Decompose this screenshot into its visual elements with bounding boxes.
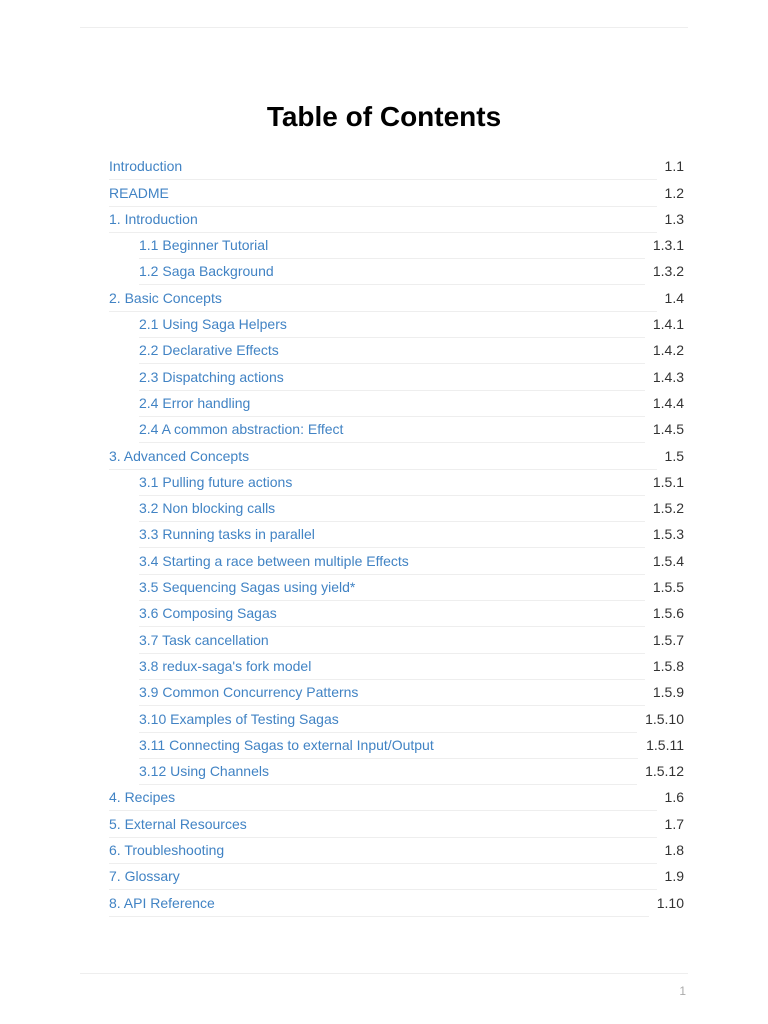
toc-entry-link[interactable]: 5. External Resources [109,815,657,838]
toc-entry [109,391,684,417]
toc-entry-number: 1.9 [664,868,684,885]
toc-entry [109,470,684,496]
toc-entry-link[interactable]: 3.11 Connecting Sagas to external Input/Output [139,736,638,759]
toc-entry [109,285,684,311]
toc-entry-number: 1.5.9 [652,684,684,701]
toc-entry-link[interactable]: 6. Troubleshooting [109,841,657,864]
toc-entry [109,759,684,785]
toc-entry-number: 1.5.3 [652,526,684,543]
toc-entry-number: 1.4.5 [652,421,684,438]
toc-entry-link[interactable]: 2.4 A common abstraction: Effect [139,420,645,443]
toc-entry-link[interactable]: README [109,184,657,207]
toc-entry [109,838,684,864]
toc-entry-number: 1.4.3 [652,368,684,385]
toc-entry [109,522,684,548]
toc-entry [109,654,684,680]
toc-entry-number: 1.5.6 [652,605,684,622]
toc-entry [109,706,684,732]
toc-entry-number: 1.5.4 [652,552,684,569]
toc-entry-link[interactable]: Introduction [109,157,657,180]
toc-entry-number: 1.8 [664,842,684,859]
toc-entry-link[interactable]: 3.8 redux-saga's fork model [139,657,645,680]
toc-entry-link[interactable]: 2.4 Error handling [139,394,645,417]
toc-entry-number: 1.7 [664,815,684,832]
page-title: Table of Contents [266,101,502,132]
toc-entry-link[interactable]: 1.2 Saga Background [139,262,645,285]
toc-entry-number: 1.5.2 [652,500,684,517]
table-of-contents [109,154,684,917]
toc-entry [109,443,684,469]
toc-entry-link[interactable]: 1.1 Beginner Tutorial [139,236,645,259]
toc-entry-link[interactable]: 2. Basic Concepts [109,289,657,312]
toc-entry [109,575,684,601]
toc-entry [109,259,684,285]
top-divider [80,27,688,28]
toc-entry-number: 1.10 [656,894,684,911]
toc-entry-link[interactable]: 3.10 Examples of Testing Sagas [139,710,637,733]
toc-entry [109,627,684,653]
toc-entry-number: 1.2 [664,184,684,201]
toc-entry-link[interactable]: 3.4 Starting a race between multiple Effects [139,552,645,575]
toc-entry-number: 1.5.5 [652,579,684,596]
toc-entry [109,548,684,574]
toc-entry-link[interactable]: 2.1 Using Saga Helpers [139,315,645,338]
toc-entry-link[interactable]: 3.9 Common Concurrency Patterns [139,683,645,706]
toc-entry-number: 1.3.2 [652,263,684,280]
toc-entry [109,680,684,706]
toc-entry [109,207,684,233]
toc-entry-number: 1.4 [664,289,684,306]
toc-entry-link[interactable]: 3.2 Non blocking calls [139,499,645,522]
toc-entry-link[interactable]: 4. Recipes [109,788,657,811]
toc-entry [109,417,684,443]
toc-entry [109,312,684,338]
toc-entry [109,890,684,916]
toc-entry [109,338,684,364]
toc-entry [109,811,684,837]
toc-entry-link[interactable]: 3.12 Using Channels [139,762,637,785]
toc-entry [109,154,684,180]
page-number: 1 [679,984,686,998]
toc-entry-number: 1.1 [664,158,684,175]
toc-entry-link[interactable]: 2.3 Dispatching actions [139,368,645,391]
toc-entry-link[interactable]: 2.2 Declarative Effects [139,341,645,364]
toc-entry-number: 1.5 [664,447,684,464]
toc-entry-link[interactable]: 3.3 Running tasks in parallel [139,525,645,548]
toc-entry-number: 1.5.12 [645,763,684,780]
toc-entry-number: 1.5.10 [645,710,684,727]
toc-entry [109,864,684,890]
toc-entry-number: 1.4.1 [652,316,684,333]
toc-entry [109,733,684,759]
toc-entry [109,180,684,206]
toc-entry [109,233,684,259]
toc-entry-link[interactable]: 1. Introduction [109,210,657,233]
toc-entry-link[interactable]: 3.5 Sequencing Sagas using yield* [139,578,645,601]
toc-entry-link[interactable]: 8. API Reference [109,894,649,917]
bottom-divider [80,973,688,974]
toc-entry-number: 1.5.11 [646,736,684,753]
toc-entry-link[interactable]: 3.6 Composing Sagas [139,604,645,627]
toc-entry-number: 1.5.7 [652,631,684,648]
toc-entry [109,785,684,811]
toc-entry-number: 1.4.2 [652,342,684,359]
toc-entry-link[interactable]: 3.1 Pulling future actions [139,473,645,496]
toc-entry-number: 1.5.1 [652,473,684,490]
toc-entry-number: 1.4.4 [652,394,684,411]
toc-entry-link[interactable]: 3. Advanced Concepts [109,447,657,470]
toc-entry [109,601,684,627]
toc-entry [109,364,684,390]
toc-entry-number: 1.5.8 [652,657,684,674]
toc-entry-link[interactable]: 7. Glossary [109,867,657,890]
toc-entry [109,496,684,522]
toc-entry-number: 1.3 [664,210,684,227]
toc-entry-number: 1.6 [664,789,684,806]
toc-entry-link[interactable]: 3.7 Task cancellation [139,631,645,654]
toc-entry-number: 1.3.1 [652,237,684,254]
